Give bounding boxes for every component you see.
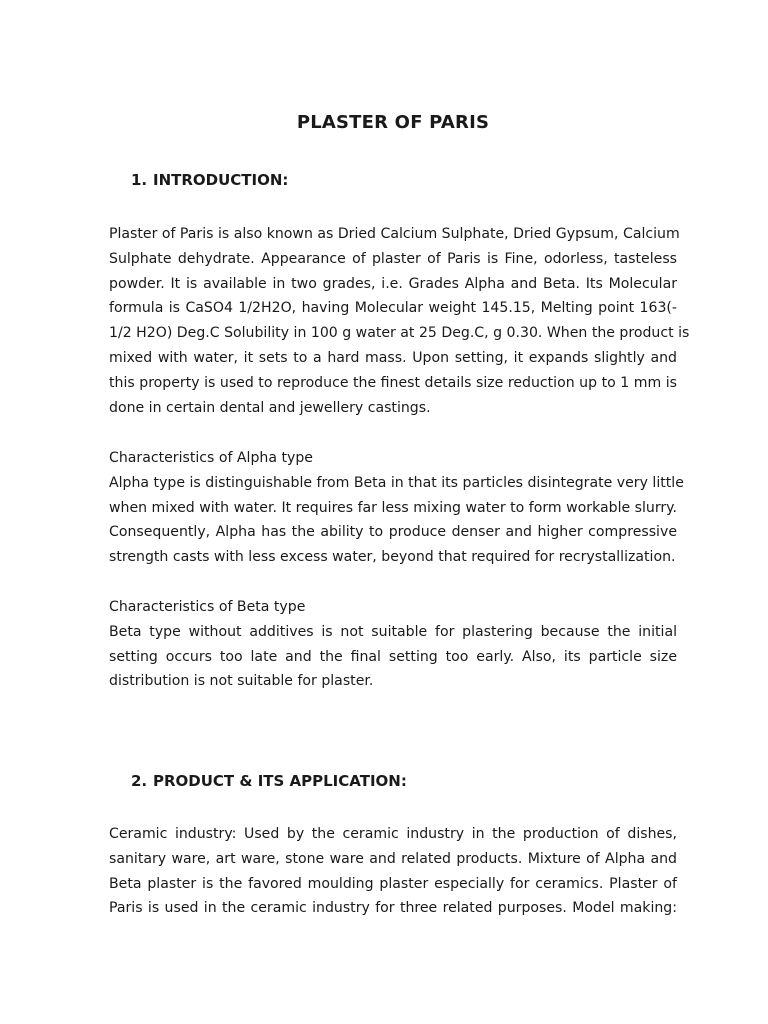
text-line: Ceramic industry: Used by the ceramic industry in the production of dishes, — [109, 826, 677, 842]
section-number: 1. — [131, 171, 148, 189]
text-line: powder. It is available in two grades, i.e. Grades Alpha and Beta. Its Molecular — [109, 275, 677, 292]
text-line: Beta type without additives is not suitable for plastering because the initial — [109, 623, 677, 640]
text-line: done in certain dental and jewellery castings. — [109, 399, 431, 416]
text-line: Beta plaster is the favored moulding plaster especially for ceramics. Plaster of — [109, 875, 677, 892]
text-line: Sulphate dehydrate. Appearance of plaster of Paris is Fine, odorless, tasteless — [109, 250, 677, 267]
text-line: Consequently, Alpha has the ability to produce denser and higher compressive — [109, 524, 677, 541]
alpha-type-paragraph — [109, 446, 684, 570]
document-title: PLASTER OF PARIS — [296, 112, 490, 133]
text-line: when mixed with water. It requires far less mixing water to form workable slurry. — [109, 499, 677, 516]
subheading-alpha-type: Characteristics of Alpha type — [109, 450, 313, 466]
subheading-beta-type: Characteristics of Beta type — [109, 599, 306, 615]
text-line: mixed with water, it sets to a hard mass. Upon setting, it expands slightly and — [109, 349, 677, 366]
text-line: formula is CaSO4 1/2H2O, having Molecular weight 145.15, Melting point 163(- — [109, 300, 677, 317]
text-line: Alpha type is distinguishable from Beta in that its particles disintegrate very little — [109, 474, 684, 491]
section-heading-text: INTRODUCTION: — [153, 171, 289, 189]
text-line: sanitary ware, art ware, stone ware and related products. Mixture of Alpha and — [109, 850, 677, 867]
section-number: 2. — [131, 772, 148, 790]
section-heading-text: PRODUCT & ITS APPLICATION: — [153, 772, 407, 790]
text-line: setting occurs too late and the final setting too early. Also, its particle size — [109, 648, 677, 665]
intro-paragraph — [109, 222, 690, 420]
section-heading-introduction — [131, 171, 288, 189]
text-line: strength casts with less excess water, beyond that required for recrystallization. — [109, 549, 676, 566]
section-heading-product-application — [131, 772, 407, 790]
beta-type-paragraph — [109, 595, 677, 694]
application-paragraph — [109, 822, 677, 921]
text-line: Plaster of Paris is also known as Dried Calcium Sulphate, Dried Gypsum, Calcium — [109, 226, 680, 242]
text-line: 1/2 H2O) Deg.C Solubility in 100 g water at 25 Deg.C, g 0.30. When the product is — [109, 325, 690, 342]
text-line: distribution is not suitable for plaster. — [109, 673, 374, 690]
text-line: Paris is used in the ceramic industry for three related purposes. Model making: — [109, 900, 677, 917]
text-line: this property is used to reproduce the finest details size reduction up to 1 mm is — [109, 374, 677, 391]
